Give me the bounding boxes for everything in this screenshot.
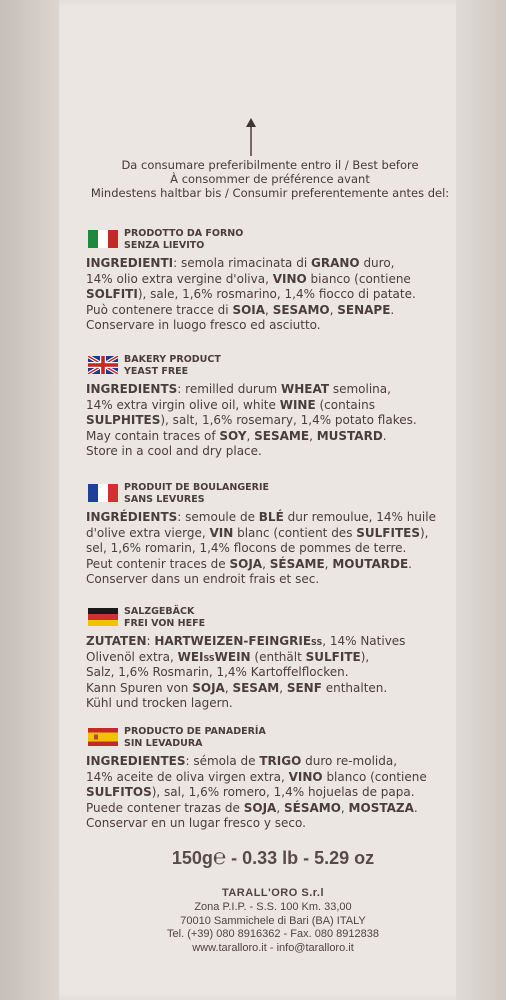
section-french: [86, 482, 466, 588]
company-address-line: 70010 Sammichele di Bari (BA) ITALY: [180, 914, 366, 927]
ingredients-line: d'olive extra vierge, VIN blanc (contient des SULFITES),: [86, 525, 429, 540]
ingredients-line: May contain traces of SOY, SESAME, MUSTARD.: [86, 428, 387, 443]
ingredients-text: [86, 256, 466, 334]
company-name: TARALL'ORO S.r.l: [221, 887, 325, 899]
ingredients-line: 14% aceite de oliva virgen extra, VINO blanco (contiene: [86, 769, 427, 784]
company-info: [70, 885, 476, 955]
ingredients-text: [86, 754, 466, 832]
ingredients-line: Peut contenir traces de SOJA, SÉSAME, MOUTARDE.: [86, 556, 412, 571]
uk-flag-icon: [88, 356, 118, 374]
section-spanish: [86, 726, 466, 832]
section-heading: SALZGEBÄCK FREI VON HEFE: [124, 606, 206, 629]
ingredients-line: INGREDIENTS: remilled durum WHEAT semolina,: [86, 382, 391, 396]
ingredients-line: INGREDIENTES: sémola de TRIGO duro re-molida,: [86, 754, 398, 768]
estimated-sign-icon: ℮: [212, 845, 227, 870]
ingredients-text: [86, 634, 466, 712]
background-left: [0, 0, 60, 1000]
section-heading: PRODUCTO DE PANADERÍA SIN LEVADURA: [124, 726, 266, 749]
ingredients-line: Puede contener trazas de SOJA, SÉSAMO, MOSTAZA.: [86, 800, 418, 815]
company-web-line: www.taralloro.it - info@taralloro.it: [192, 941, 354, 954]
ingredients-line: INGRÉDIENTS: semoule de BLÉ dur remoulue, 14% huile: [86, 510, 436, 524]
ingredients-line: 14% olio extra vergine d'oliva, VINO bianco (contiene: [86, 271, 411, 286]
section-heading: PRODOTTO DA FORNO SENZA LIEVITO: [124, 228, 244, 251]
net-weight: [70, 844, 476, 870]
best-before-text: [70, 158, 470, 200]
ingredients-line: INGREDIENTI: semola rimacinata di GRANO duro,: [86, 256, 395, 270]
ingredients-text: [86, 510, 466, 588]
section-italian: [86, 228, 466, 334]
ingredients-line: ZUTATEN: HARTWEIZEN-FEINGRIEß, 14% Natives: [86, 634, 406, 648]
ingredients-line: Conservar en un lugar fresco y seco.: [86, 816, 306, 830]
ingredients-line: sel, 1,6% romarin, 1,4% flocons de pommes de terre.: [86, 541, 407, 555]
ingredients-line: Conservare in luogo fresco ed asciutto.: [86, 318, 321, 332]
section-heading: PRODUIT DE BOULANGERIE SANS LEVURES: [124, 482, 269, 505]
ingredients-line: SULFITOS), sal, 1,6% romero, 1,4% hojuelas de papa.: [86, 785, 415, 799]
ingredients-line: Store in a cool and dry place.: [86, 444, 262, 458]
ingredients-line: Kühl und trocken lagern.: [86, 696, 233, 710]
germany-flag-icon: [88, 608, 118, 626]
up-arrow-icon: [245, 118, 257, 158]
section-german: [86, 606, 466, 712]
company-contact-line: Tel. (+39) 080 8916362 - Fax. 080 8912838: [167, 928, 379, 940]
ingredients-line: Conserver dans un endroit frais et sec.: [86, 572, 320, 586]
france-flag-icon: [88, 484, 118, 502]
italy-flag-icon: [88, 230, 118, 248]
best-before-line: Mindestens haltbar bis / Consumir preferentemente antes del:: [90, 186, 450, 200]
section-english: [86, 354, 466, 460]
ingredients-line: Salz, 1,6% Rosmarin, 1,4% Kartoffelflocken.: [86, 665, 349, 679]
ingredients-line: SULPHITES), salt, 1,6% rosemary, 1,4% potato flakes.: [86, 413, 417, 427]
ingredients-line: Kann Spuren von SOJA, SESAM, SENF enthalten.: [86, 680, 388, 695]
ingredients-line: 14% extra virgin olive oil, white WINE (contains: [86, 397, 375, 412]
spain-flag-icon: [88, 728, 118, 746]
section-heading: BAKERY PRODUCT YEAST FREE: [124, 354, 221, 377]
best-before-line: À consommer de préférence avant: [170, 172, 370, 186]
ingredients-text: [86, 382, 466, 460]
weight-imperial: - 0.33 lb - 5.29 oz: [226, 848, 375, 868]
weight-grams: 150g: [171, 848, 213, 868]
company-address-line: Zona P.I.P. - S.S. 100 Km. 33,00: [194, 901, 352, 913]
ingredients-line: Olivenöl extra, WEIßWEIN (enthält SULFITE),: [86, 649, 370, 664]
ingredients-line: SOLFITI), sale, 1,6% rosmarino, 1,4% fiocco di patate.: [86, 287, 416, 301]
best-before-line: Da consumare preferibilmente entro il / Best before: [121, 158, 419, 172]
ingredients-line: Può contenere tracce di SOIA, SESAMO, SENAPE.: [86, 302, 395, 317]
